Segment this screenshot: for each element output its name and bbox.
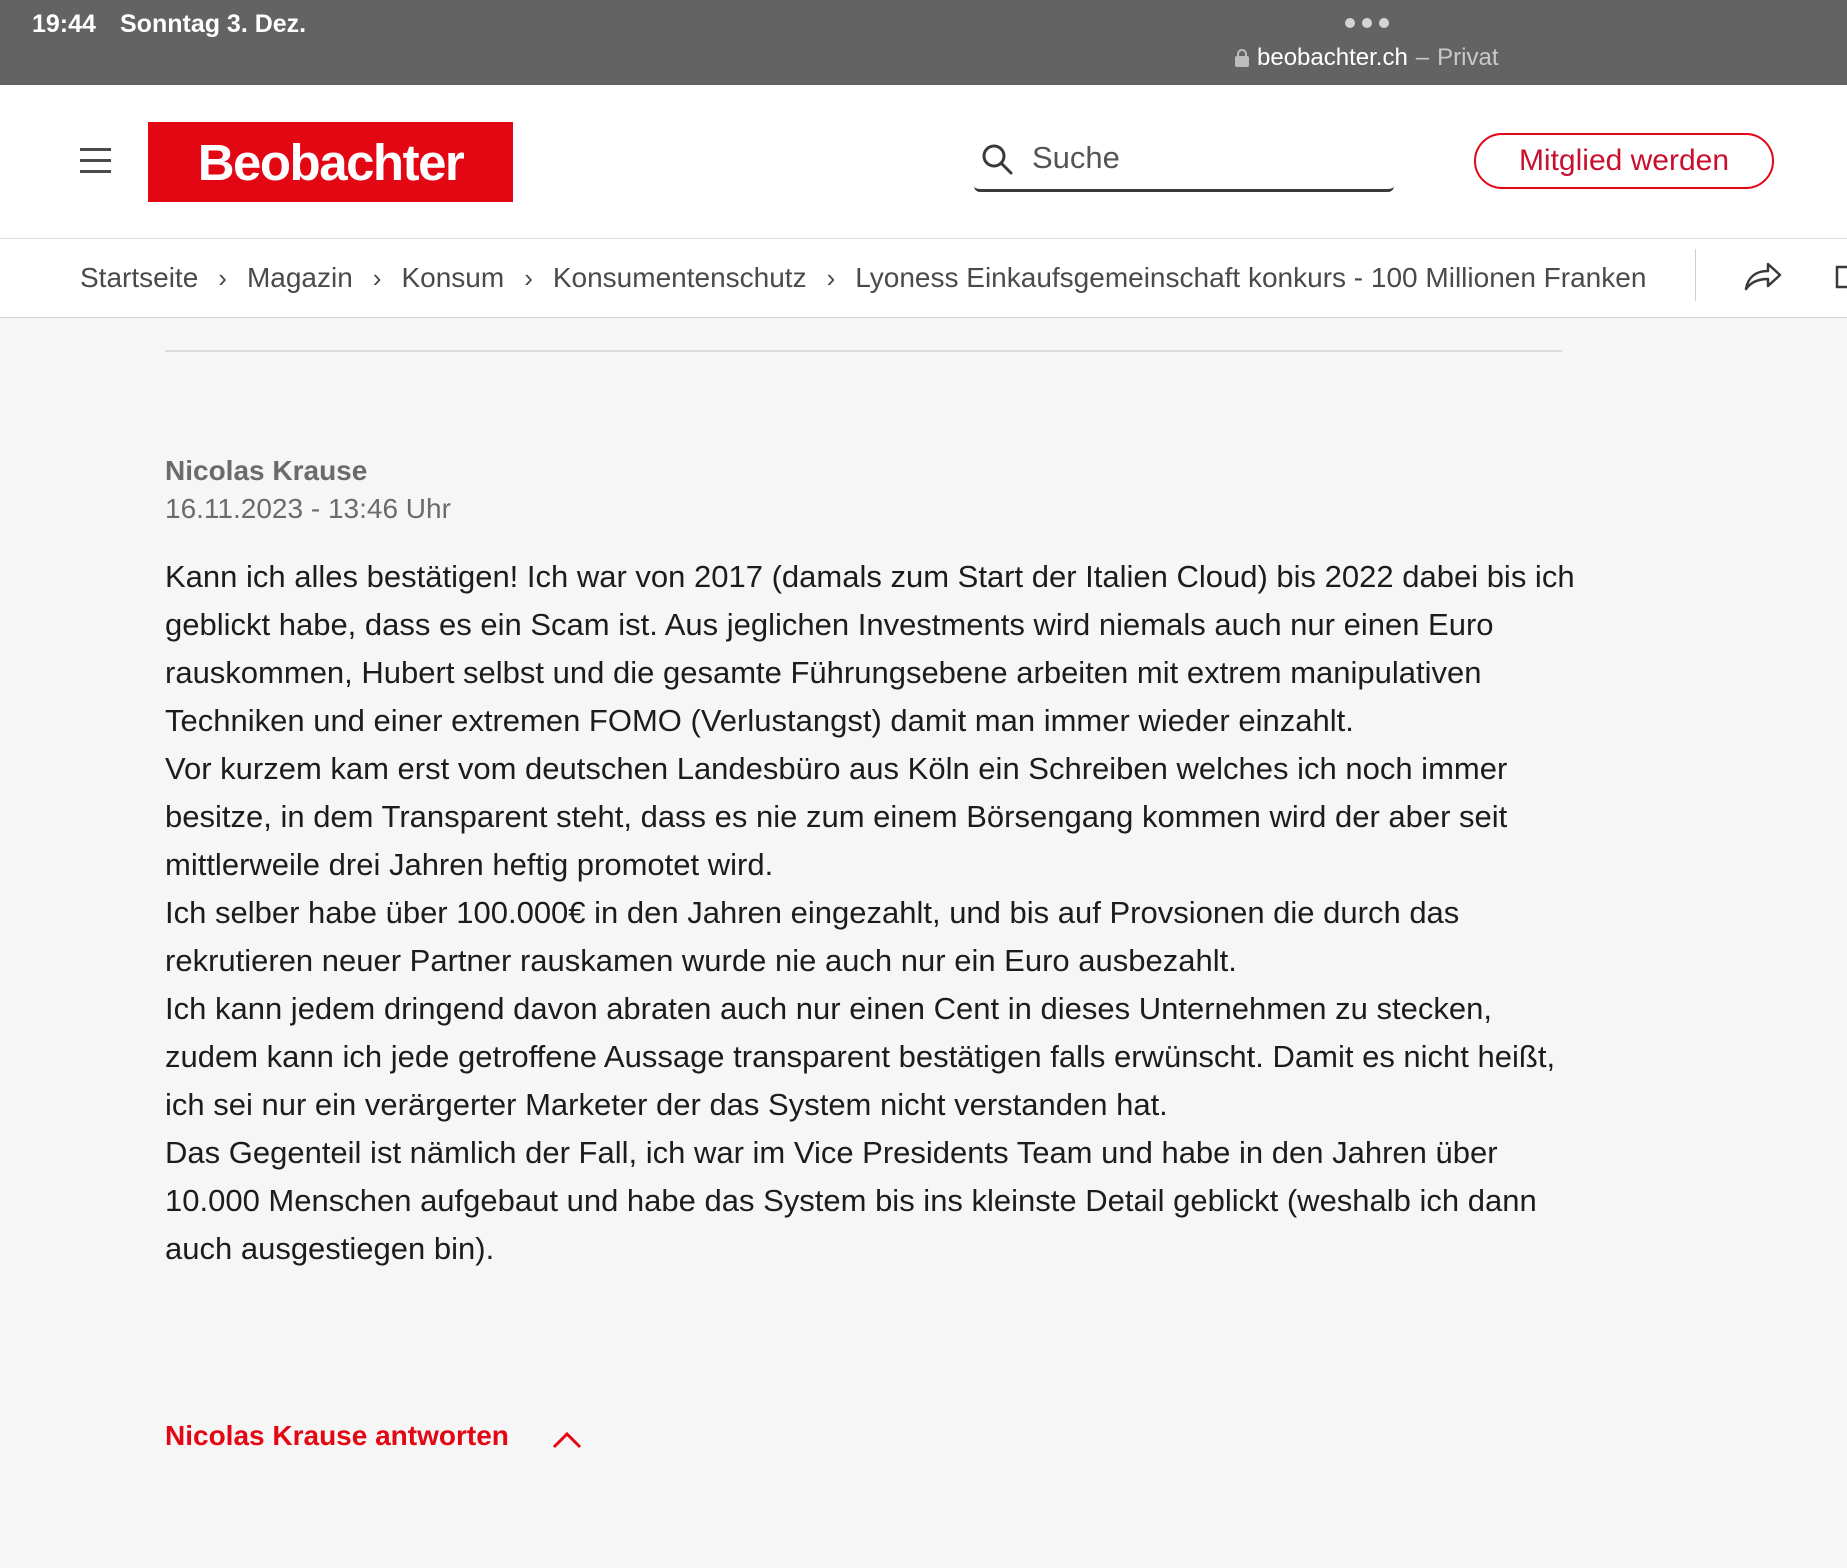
comment-author: Nicolas Krause [165,455,368,486]
breadcrumb [80,239,1670,317]
chevron-up-icon[interactable] [552,1428,582,1450]
private-mode-label: Privat [1437,44,1499,71]
comment-paragraph: Vor kurzem kam erst vom deutschen Landesbüro aus Köln ein Schreiben welches ich noch immer besitze, in dem Transparent steht, dass es nie zum einem Börsengang kommen wird der aber seit mittlerweile drei Jahren heftig promotet wird. [165,751,1508,882]
breadcrumb-separator: › [826,262,836,293]
breadcrumb-separator: › [372,262,382,293]
beobachter-logo[interactable]: Beobachter [148,122,513,202]
status-time: 19:44 [32,10,96,38]
comment-paragraph: Kann ich alles bestätigen! Ich war von 2017 (damals zum Start der Italien Cloud) bis 2022 dabei bis ich geblickt habe, dass es ein Scam ist. Aus jeglichen Investments wird niemals auch nur einen Euro rauskommen, Hubert selbst und die gesamte Führungsebene arbeiten mit extrem manipulativen Techniken und einer extremen FOMO (Verlustangst) damit man immer wieder einzahlt. [165,559,1575,738]
breadcrumb-konsumentenschutz[interactable]: Konsumentenschutz [552,262,807,293]
browser-top-bar [0,0,1847,85]
reply-button[interactable]: Nicolas Krause antworten [165,1420,509,1451]
url-text: beobachter.ch [1257,44,1408,71]
more-dots-icon[interactable] [1345,18,1389,28]
divider [1695,249,1696,301]
hamburger-menu-icon[interactable] [80,148,111,174]
share-arrow-icon[interactable] [1742,259,1784,295]
comment-date: 16.11.2023 - 13:46 Uhr [165,493,451,524]
breadcrumb-current-article: Lyoness Einkaufsgemeinschaft konkurs - 100 Millionen Franken [855,262,1647,293]
bookmark-icon[interactable] [1834,261,1847,293]
breadcrumb-separator: › [218,262,227,293]
comment-paragraph: Ich selber habe über 100.000€ in den Jahren eingezahlt, und bis auf Provsionen die durch das rekrutieren neuer Partner rauskamen wurde nie auch nur ein Euro ausbezahlt. [165,895,1460,978]
comment-paragraph: Das Gegenteil ist nämlich der Fall, ich war im Vice Presidents Team und habe in den Jahren über 10.000 Menschen aufgebaut und habe das System bis ins kleinste Detail geblickt (weshalb ich dann auch ausgestiegen bin). [165,1135,1537,1266]
lock-icon [1235,49,1249,67]
status-date: Sonntag 3. Dez. [120,10,307,38]
breadcrumb-separator: › [524,262,533,293]
search-icon [980,142,1014,176]
breadcrumb-konsum[interactable]: Konsum [401,262,505,293]
breadcrumb-magazin[interactable]: Magazin [246,262,353,293]
become-member-button[interactable]: Mitglied werden [1474,133,1774,189]
address-bar[interactable] [1235,44,1499,72]
comment-body [165,553,1585,1273]
breadcrumb-home[interactable]: Startseite [80,262,199,293]
search-input[interactable] [1030,135,1374,181]
search-box[interactable] [974,127,1394,192]
breadcrumb-bar [0,239,1847,318]
url-separator: – [1415,44,1430,71]
site-header [0,85,1847,239]
divider [165,350,1562,352]
comment-paragraph: Ich kann jedem dringend davon abraten auch nur einen Cent in dieses Unternehmen zu stecken, zudem kann ich jede getroffene Aussage transparent bestätigen falls erwünscht. Damit es nicht heißt, ich sei nur ein verärgerter Marketer der das System nicht verstanden hat. [165,991,1556,1122]
